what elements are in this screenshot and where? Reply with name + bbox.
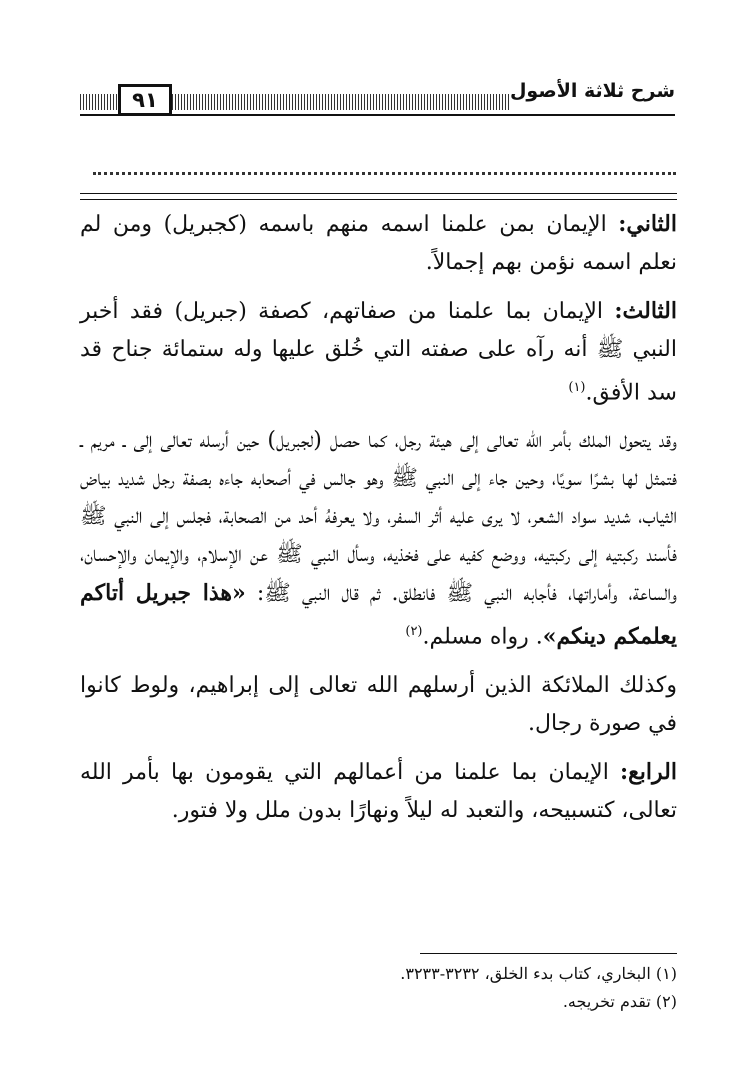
paragraph-tail: . رواه مسلم. bbox=[422, 624, 543, 650]
footnote-item: (١) البخاري، كتاب بدء الخلق، ٣٢٣٢-٣٢٣٣. bbox=[400, 964, 677, 983]
paragraph-third bbox=[80, 292, 677, 412]
paragraph-lead: الرابع: bbox=[619, 758, 677, 785]
hadith-quote: «هذا جبريل أتاكم يعلمكم دينكم» bbox=[80, 580, 677, 650]
paragraph-lead: الثاني: bbox=[618, 211, 677, 237]
page-body bbox=[80, 205, 677, 848]
paragraph-text: الإيمان بما علمنا من صفاتهم، كصفة (جبريل) فقد أخبر النبي ﷺ أنه رآه على صفته التي خُلق عليها وله ستمائة جناح قد سد الأفق. bbox=[80, 299, 677, 406]
paragraph-text: وقد يتحول الملك بأمر الله تعالى إلى هيئة رجل، كما حصل (لجبريل) حين أرسله تعالى إلى ـ مريم ـ فتمثل لها بشرًا سويًا، وحين جاء إلى النبي ﷺ وهو جالس في أصحابه جاءه بصفة رجل شديد بياض الثياب، شديد سواد الشعر، لا يرى عليه أثر السفر، ولا يعرفهُ أحد من الصحابة، فجلس إلى النبي ﷺ فأسند ركبتيه إلى ركبتيه، ووضع كفيه على فخذيه، وسأل النبي ﷺ عن الإسلام، والإيمان والإحسان، والساعة، وأماراتها، فأجابه النبي ﷺ فانطلق. ثم قال النبي ﷺ: bbox=[80, 428, 677, 607]
footnote-item: (٢) تقدم تخريجه. bbox=[562, 992, 677, 1011]
book-title: شرح ثلاثة الأصول bbox=[509, 80, 675, 102]
paragraph-fourth bbox=[80, 753, 677, 830]
footnote-rule bbox=[420, 953, 677, 954]
paragraph-text: الإيمان بمن علمنا اسمه منهم باسمه (كجبريل) ومن لم نعلم اسمه نؤمن بهم إجمالاً. bbox=[80, 212, 677, 275]
footnote-ref: (٢) bbox=[405, 624, 423, 640]
paragraph-second bbox=[80, 205, 677, 282]
dotted-separator bbox=[93, 160, 676, 175]
paragraph-text: الإيمان بما علمنا من أعمالهم التي يقومون بها بأمر الله تعالى، كتسبيحه، والتعبد له ليلاً ونهارًا بدون ملل ولا فتور. bbox=[80, 759, 677, 823]
page-number: ٩١ bbox=[118, 84, 172, 116]
footnote-ref: (١) bbox=[568, 380, 586, 395]
paragraph-lead: الثالث: bbox=[614, 298, 677, 324]
paragraph-text: وكذلك الملائكة الذين أرسلهم الله تعالى إلى إبراهيم، ولوط كانوا في صورة رجال. bbox=[80, 672, 677, 736]
double-rule bbox=[80, 193, 677, 200]
paragraph-transformation bbox=[80, 422, 677, 656]
header-ornament-right bbox=[172, 94, 509, 110]
header-rule bbox=[80, 114, 675, 116]
page-header bbox=[80, 80, 675, 118]
footnotes bbox=[80, 960, 677, 1016]
header-ornament-left bbox=[80, 94, 118, 110]
paragraph-angels-as-men bbox=[80, 667, 677, 743]
